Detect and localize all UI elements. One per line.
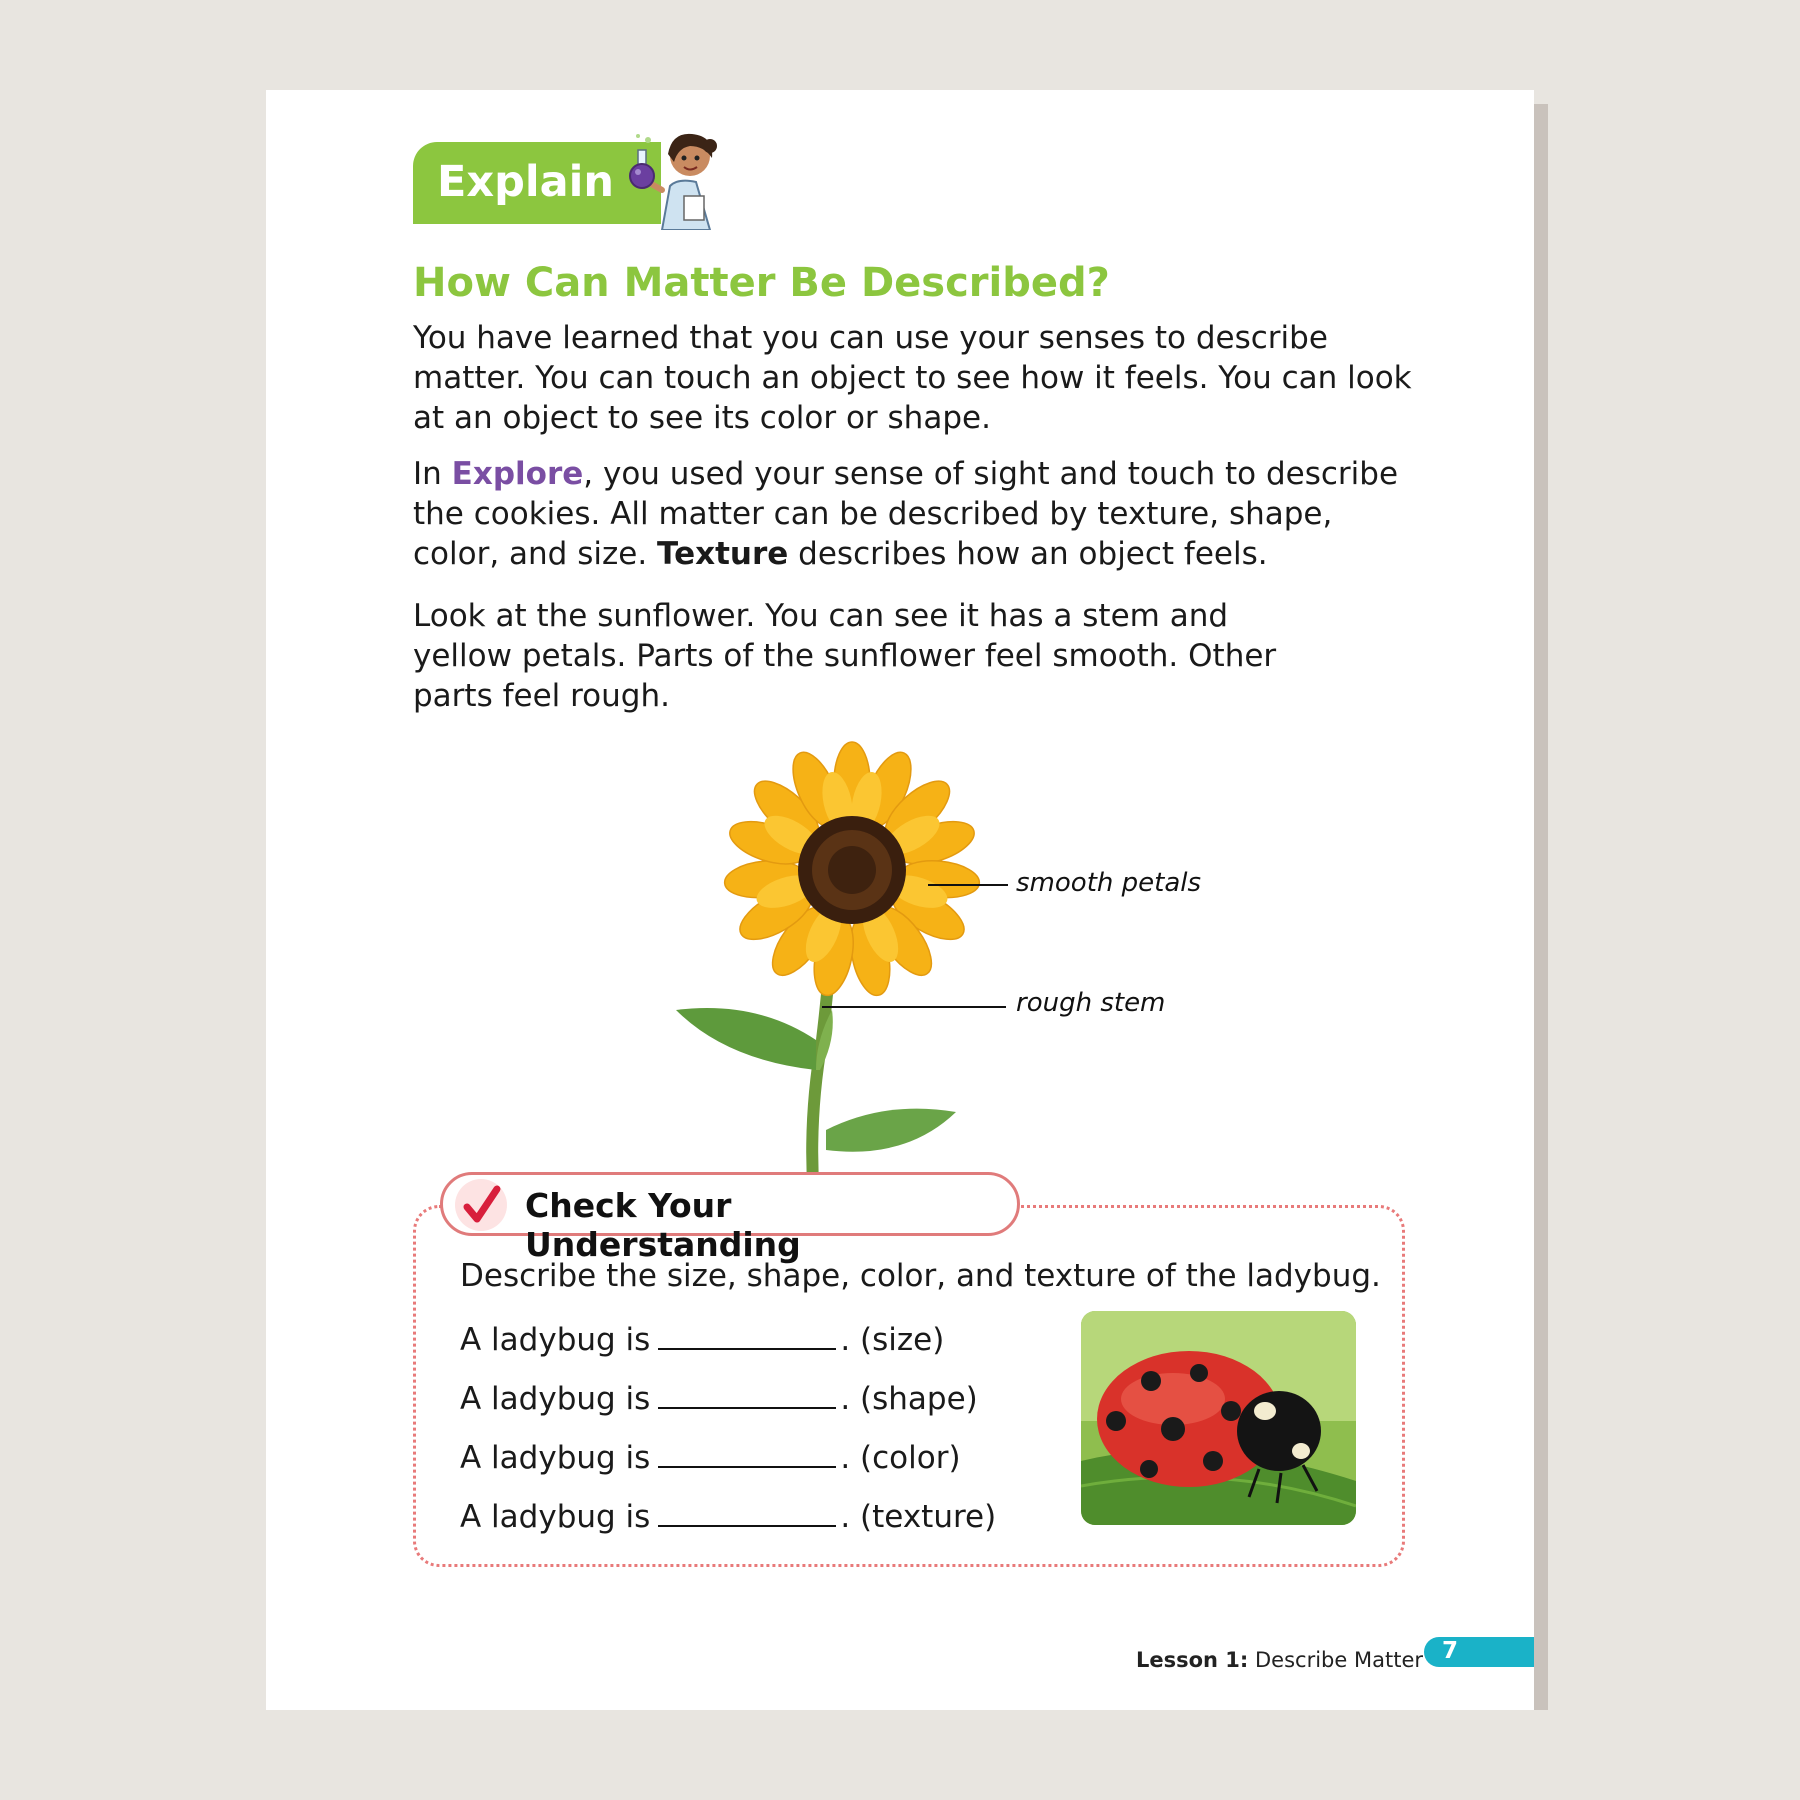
checkmark-icon [455,1179,507,1231]
check-prompt: Describe the size, shape, color, and texture of the ladybug. [460,1258,1381,1294]
page-number: 7 [1442,1638,1459,1664]
workbook-page [266,90,1534,1710]
answer-line-shape [460,1377,978,1417]
answer-blank-size[interactable] [658,1318,836,1350]
explore-paragraph [413,454,1423,574]
stem-callout-line [822,1006,1006,1008]
answer-line-size [460,1318,944,1358]
sunflower-image [626,740,1046,1210]
check-understanding-heading [440,1172,1020,1264]
ladybug-image [1081,1311,1356,1525]
answer-suffix: . (shape) [840,1381,978,1417]
answer-prefix: A ladybug is [460,1499,651,1535]
petals-label: smooth petals [1016,868,1202,898]
petals-callout-line [928,884,1008,886]
answer-suffix: . (size) [840,1322,945,1358]
answer-blank-shape[interactable] [658,1377,836,1409]
explore-suffix: describes how an object feels. [788,536,1268,572]
sunflower-paragraph: Look at the sunflower. You can see it has a stem and yellow petals. Parts of the sunflower feel smooth. Other parts feel rough. [413,598,1277,714]
answer-prefix: A ladybug is [460,1381,651,1417]
check-heading-label: Check Your Understanding [525,1186,801,1264]
answer-blank-color[interactable] [658,1436,836,1468]
footer-lesson [1136,1648,1423,1672]
lesson-title: Describe Matter [1255,1648,1423,1672]
answer-prefix: A ladybug is [460,1322,651,1358]
texture-term: Texture [657,536,789,572]
answer-blank-texture[interactable] [658,1495,836,1527]
answer-suffix: . (color) [840,1440,961,1476]
answer-suffix: . (texture) [840,1499,997,1535]
stem-label: rough stem [1016,988,1166,1018]
answer-line-texture [460,1495,996,1535]
scientist-mascot-icon [618,126,738,230]
explore-prefix: In [413,456,452,492]
page-number-badge [1424,1637,1534,1667]
section-tab-label: Explain [437,157,614,207]
lesson-label: Lesson 1: [1136,1648,1249,1672]
explore-link[interactable]: Explore [451,456,584,492]
answer-line-color [460,1436,961,1476]
answer-prefix: A ladybug is [460,1440,651,1476]
intro-paragraph: You have learned that you can use your senses to describe matter. You can touch an object to see how it feels. You can look at an object to see its color or shape. [413,320,1412,436]
explore-middle: , you used your sense of sight and touch to describe the cookies. All matter can be described by texture, shape, color, and size. [413,456,1399,572]
page-title: How Can Matter Be Described? [413,260,1110,306]
